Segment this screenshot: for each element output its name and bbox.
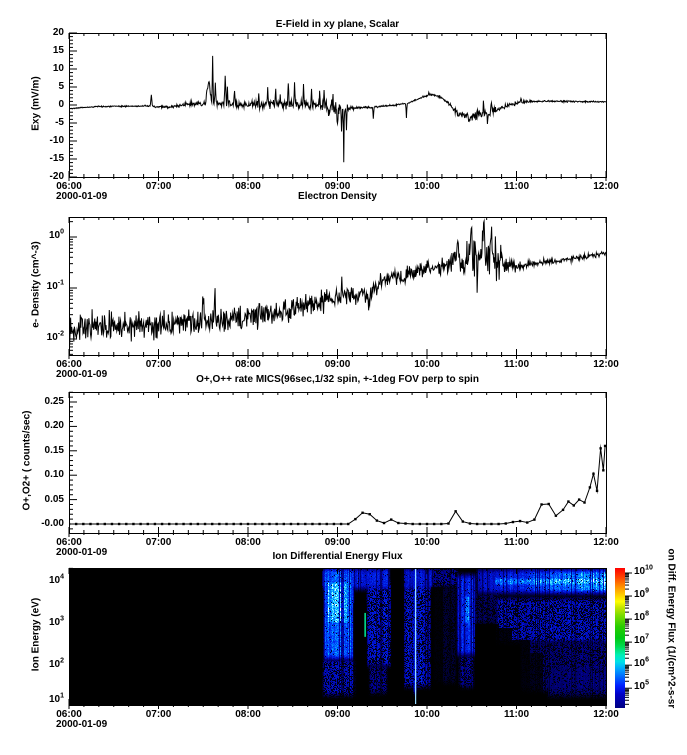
x-tick-label: 07:00: [145, 359, 172, 370]
panel3-title: O+,O++ rate MICS(96sec,1/32 spin, +-1deg FOV perp to spin: [196, 374, 479, 385]
date-label: 2000-01-09: [56, 547, 108, 558]
x-tick-label: 12:00: [593, 709, 619, 720]
x-tick-label: 07:00: [145, 181, 172, 192]
date-label: 2000-01-09: [56, 369, 108, 380]
colorbar-tick-label: $10^8$: [634, 610, 650, 624]
panel4-y-axis-label: Ion Energy (eV): [30, 597, 42, 672]
y-tick-label: 0.10: [44, 469, 64, 481]
x-tick-label: 11:00: [503, 181, 530, 192]
x-tick-label: 12:00: [593, 359, 619, 370]
y-tick-label: 20: [52, 27, 64, 38]
y-tick-label: -15: [49, 153, 64, 164]
x-tick-label: 06:00: [56, 181, 82, 192]
x-tick-label: 08:00: [235, 709, 261, 720]
y-tick-label: 15: [52, 45, 64, 56]
x-tick-label: 08:00: [235, 359, 261, 370]
y-tick-label: 10: [52, 63, 64, 74]
y-tick-label: $10^4$: [48, 573, 64, 586]
colorbar-tick-label: $10^6$: [634, 656, 650, 670]
x-tick-label: 09:00: [324, 181, 351, 192]
y-tick-label: $10^{-1}$: [46, 279, 64, 292]
y-tick-label: -5: [55, 117, 64, 128]
x-tick-label: 12:00: [593, 181, 619, 192]
panel4-title: Ion Differential Energy Flux: [272, 551, 403, 562]
x-tick-label: 10:00: [414, 709, 440, 720]
panel2-y-axis-label: e- Density (cm^-3): [30, 241, 42, 328]
date-label: 2000-01-09: [56, 191, 108, 202]
x-tick-label: 07:00: [145, 709, 172, 720]
y-tick-label: 0: [58, 99, 64, 110]
x-tick-label: 10:00: [414, 359, 440, 370]
x-tick-label: 09:00: [324, 537, 351, 548]
y-tick-label: 0.20: [44, 420, 64, 432]
y-tick-label: -0.00: [41, 518, 64, 529]
panel1-y-axis-label: Exy (mV/m): [30, 76, 42, 131]
colorbar-tick-label: $10^9$: [634, 587, 650, 601]
colorbar-tick-label: $10^{10}$: [634, 564, 653, 577]
y-tick-label: $10^{-2}$: [46, 330, 64, 343]
x-tick-label: 08:00: [235, 537, 261, 548]
y-tick-label: 0.15: [44, 444, 64, 456]
colorbar-axis-label: on Diff. Energy Flux (1/(cm^2-s-sr: [665, 548, 677, 709]
y-tick-label: -10: [49, 135, 64, 146]
y-tick-label: $10^0$: [48, 228, 64, 241]
x-tick-label: 06:00: [56, 537, 82, 548]
x-tick-label: 08:00: [235, 181, 261, 192]
x-tick-label: 09:00: [324, 359, 351, 370]
y-tick-label: $10^3$: [48, 615, 64, 628]
y-tick-label: $10^1$: [48, 692, 64, 705]
y-tick-label: $10^2$: [48, 657, 64, 670]
colorbar-tick-label: $10^5$: [634, 679, 650, 693]
x-tick-label: 12:00: [593, 537, 619, 548]
x-tick-label: 06:00: [56, 359, 82, 370]
x-tick-label: 11:00: [503, 537, 530, 548]
x-tick-label: 11:00: [503, 709, 530, 720]
x-tick-label: 11:00: [503, 359, 530, 370]
x-tick-label: 09:00: [324, 709, 351, 720]
date-label: 2000-01-09: [56, 719, 108, 730]
x-tick-label: 06:00: [56, 709, 82, 720]
x-tick-label: 10:00: [414, 537, 440, 548]
x-tick-label: 10:00: [414, 181, 440, 192]
y-tick-label: -20: [49, 171, 64, 182]
panel1-title: E-Field in xy plane, Scalar: [275, 19, 400, 30]
panel3-y-axis-label: O+,O2+ ( counts/sec): [21, 410, 33, 511]
panel2-title: Electron Density: [298, 191, 377, 202]
colorbar-tick-label: $10^7$: [634, 633, 650, 647]
x-tick-label: 07:00: [145, 537, 172, 548]
y-tick-label: 0.05: [44, 493, 64, 505]
y-tick-label: 5: [58, 81, 64, 92]
y-tick-label: 0.25: [44, 396, 64, 407]
